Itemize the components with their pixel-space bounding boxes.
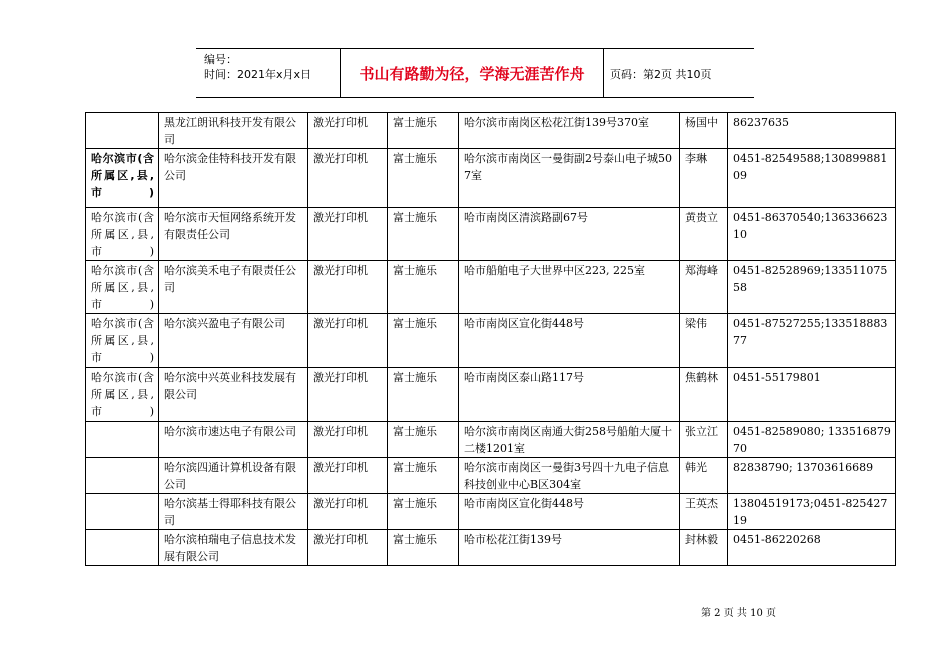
region-cell — [86, 530, 159, 566]
company-cell: 哈尔滨基士得耶科技有限公司 — [159, 494, 308, 530]
contact-cell: 郑海峰 — [680, 261, 728, 314]
company-cell: 哈尔滨市天恒网络系统开发有限责任公司 — [159, 208, 308, 261]
address-cell: 哈市船舶电子大世界中区223, 225室 — [459, 261, 680, 314]
contact-cell: 张立江 — [680, 422, 728, 458]
brand-cell: 富士施乐 — [388, 208, 459, 261]
phone-cell: 0451-87527255;13351888377 — [728, 314, 896, 368]
table-row — [86, 458, 896, 494]
contact-cell: 封林毅 — [680, 530, 728, 566]
phone-cell: 82838790; 13703616689 — [728, 458, 896, 494]
address-cell: 哈市松花江街139号 — [459, 530, 680, 566]
contact-cell: 黄贵立 — [680, 208, 728, 261]
company-cell: 哈尔滨中兴英业科技发展有限公司 — [159, 368, 308, 422]
region-cell: 哈尔滨市(含所属区,县,市) — [86, 261, 159, 314]
brand-cell: 富士施乐 — [388, 368, 459, 422]
contact-cell: 杨国中 — [680, 113, 728, 149]
product-cell: 激光打印机 — [308, 494, 388, 530]
page-header — [196, 48, 754, 98]
brand-cell: 富士施乐 — [388, 314, 459, 368]
address-cell: 哈市南岗区清滨路副67号 — [459, 208, 680, 261]
product-cell: 激光打印机 — [308, 368, 388, 422]
table-row — [86, 208, 896, 261]
table-row — [86, 368, 896, 422]
contact-cell: 王英杰 — [680, 494, 728, 530]
document-number-label: 编号： — [204, 53, 237, 66]
phone-cell: 0451-86370540;13633662310 — [728, 208, 896, 261]
product-cell: 激光打印机 — [308, 261, 388, 314]
header-page-number: 页码：第2页 共10页 — [610, 68, 712, 81]
product-cell: 激光打印机 — [308, 314, 388, 368]
contact-cell: 梁伟 — [680, 314, 728, 368]
company-cell: 哈尔滨兴盈电子有限公司 — [159, 314, 308, 368]
address-cell: 哈尔滨市南岗区松花江街139号370室 — [459, 113, 680, 149]
phone-cell: 86237635 — [728, 113, 896, 149]
phone-cell: 0451-82589080; 13351687970 — [728, 422, 896, 458]
address-cell: 哈尔滨市南岗区一曼街3号四十九电子信息科技创业中心B区304室 — [459, 458, 680, 494]
region-cell: 哈尔滨市(含所属区,县,市) — [86, 368, 159, 422]
brand-cell: 富士施乐 — [388, 494, 459, 530]
brand-cell: 富士施乐 — [388, 422, 459, 458]
product-cell: 激光打印机 — [308, 530, 388, 566]
region-cell: 哈尔滨市(含所属区,县,市) — [86, 149, 159, 208]
brand-cell: 富士施乐 — [388, 530, 459, 566]
product-cell: 激光打印机 — [308, 208, 388, 261]
address-cell: 哈市南岗区宣化街448号 — [459, 314, 680, 368]
page-footer: 第 2 页 共 10 页 — [701, 608, 776, 619]
contact-cell: 韩光 — [680, 458, 728, 494]
product-cell: 激光打印机 — [308, 149, 388, 208]
brand-cell: 富士施乐 — [388, 113, 459, 149]
brand-cell: 富士施乐 — [388, 458, 459, 494]
table-row — [86, 149, 896, 208]
table-row — [86, 261, 896, 314]
address-cell: 哈市南岗区泰山路117号 — [459, 368, 680, 422]
company-cell: 黑龙江朗讯科技开发有限公司 — [159, 113, 308, 149]
table-row — [86, 494, 896, 530]
brand-cell: 富士施乐 — [388, 261, 459, 314]
document-time-label: 时间：2021年x月x日 — [204, 68, 312, 81]
company-cell: 哈尔滨柏瑞电子信息技术发展有限公司 — [159, 530, 308, 566]
company-cell: 哈尔滨美禾电子有限责任公司 — [159, 261, 308, 314]
table-row — [86, 314, 896, 368]
table-row — [86, 113, 896, 149]
product-cell: 激光打印机 — [308, 422, 388, 458]
brand-cell: 富士施乐 — [388, 149, 459, 208]
phone-cell: 13804519173;0451-82542719 — [728, 494, 896, 530]
header-slogan: 书山有路勤为径，学海无涯苦作舟 — [340, 49, 604, 97]
region-cell: 哈尔滨市(含所属区,县,市) — [86, 314, 159, 368]
company-cell: 哈尔滨金佳特科技开发有限公司 — [159, 149, 308, 208]
product-cell: 激光打印机 — [308, 113, 388, 149]
phone-cell: 0451-55179801 — [728, 368, 896, 422]
address-cell: 哈尔滨市南岗区一曼街副2号泰山电子城507室 — [459, 149, 680, 208]
address-cell: 哈市南岗区宣化街448号 — [459, 494, 680, 530]
phone-cell: 0451-82549588;13089988109 — [728, 149, 896, 208]
region-cell — [86, 422, 159, 458]
dealer-table — [85, 112, 896, 566]
table-row — [86, 530, 896, 566]
contact-cell: 焦鹤林 — [680, 368, 728, 422]
phone-cell: 0451-82528969;13351107558 — [728, 261, 896, 314]
region-cell — [86, 113, 159, 149]
product-cell: 激光打印机 — [308, 458, 388, 494]
address-cell: 哈尔滨市南岗区南通大街258号船舶大厦十二楼1201室 — [459, 422, 680, 458]
region-cell — [86, 458, 159, 494]
company-cell: 哈尔滨四通计算机设备有限公司 — [159, 458, 308, 494]
table-row — [86, 422, 896, 458]
company-cell: 哈尔滨市速达电子有限公司 — [159, 422, 308, 458]
region-cell: 哈尔滨市(含所属区,县,市) — [86, 208, 159, 261]
phone-cell: 0451-86220268 — [728, 530, 896, 566]
header-meta — [204, 52, 311, 82]
contact-cell: 李琳 — [680, 149, 728, 208]
region-cell — [86, 494, 159, 530]
